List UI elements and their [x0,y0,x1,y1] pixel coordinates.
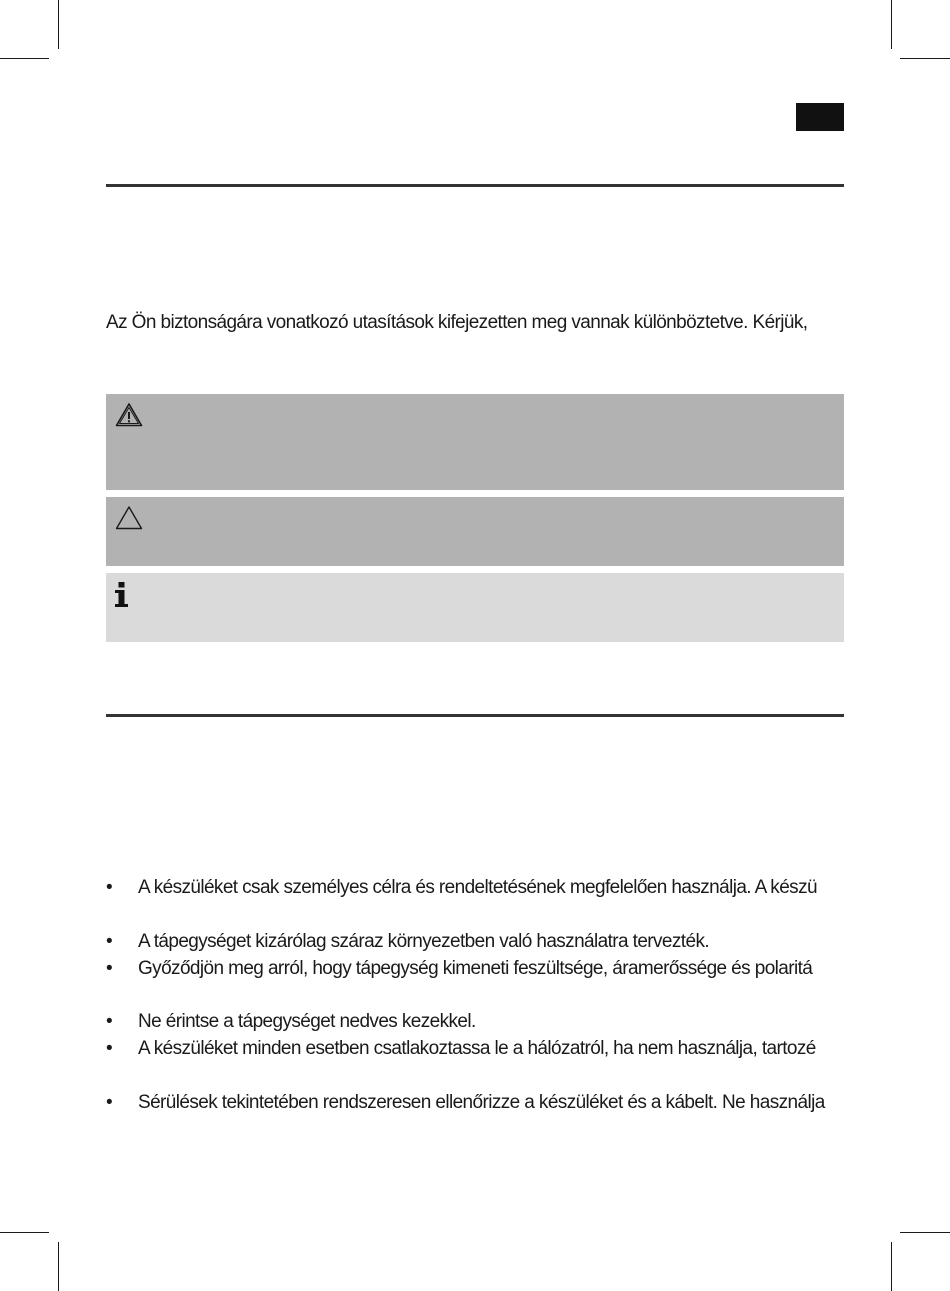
bullet: • [106,931,113,952]
crop-mark [58,1242,59,1291]
crop-mark [891,1242,892,1291]
crop-mark [900,58,950,59]
crop-mark [58,0,59,49]
bullet: • [106,958,113,979]
language-tab [796,103,844,131]
bullet: • [106,877,113,898]
crop-mark [900,1232,950,1233]
bullet: • [106,1092,113,1113]
list-item-text: A készüléket csak személyes célra és rendeltetésének megfelelően használja. A készü [138,877,817,898]
warning-box [106,394,844,490]
intro-paragraph: Az Ön biztonságára vonatkozó utasítások kifejezetten meg vannak különböztetve. Kérjük, [106,312,808,333]
info-icon [114,582,130,613]
caution-triangle-icon [115,505,143,536]
list-item-text: A tápegységet kizárólag száraz környezetben való használatra tervezték. [138,931,710,952]
list-item-text: Ne érintse a tápegységet nedves kezekkel. [138,1011,476,1032]
crop-mark [0,1232,49,1233]
warning-triangle-exclamation-icon [115,402,143,433]
info-box [106,573,844,642]
list-item-text: Győződjön meg arról, hogy tápegység kimeneti feszültsége, áramerőssége és polaritá [138,958,813,979]
bullet: • [106,1011,113,1032]
section-divider [106,184,844,187]
list-item-text: Sérülések tekintetében rendszeresen ellenőrizze a készüléket és a kábelt. Ne használja [138,1092,825,1113]
crop-mark [0,58,49,59]
caution-box [106,497,844,566]
section-divider [106,714,844,717]
bullet: • [106,1038,113,1059]
crop-mark [891,0,892,49]
list-item-text: A készüléket minden esetben csatlakoztassa le a hálózatról, ha nem használja, tartozé [138,1038,816,1059]
